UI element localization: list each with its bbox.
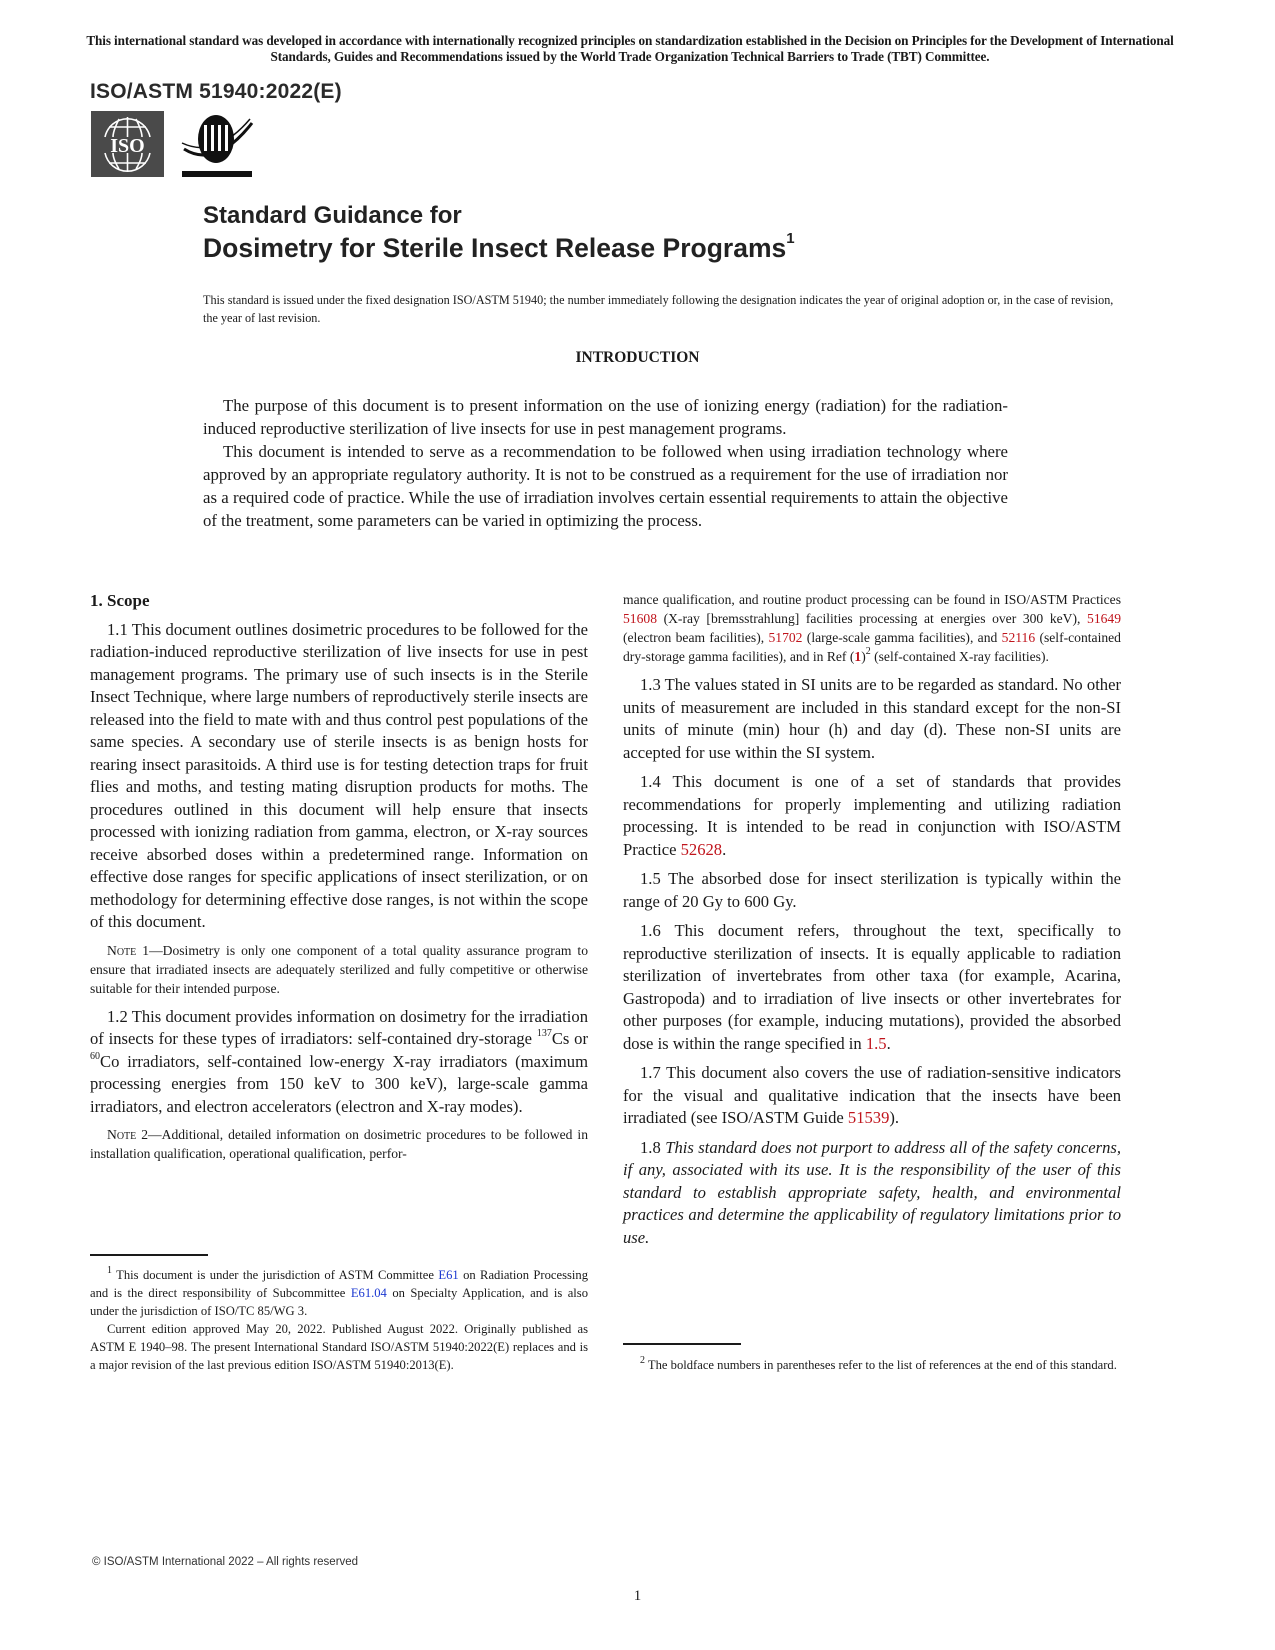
note-label: Note 1	[107, 942, 150, 958]
title-footnote-marker[interactable]: 1	[786, 230, 795, 248]
copyright-notice: © ISO/ASTM International 2022 – All rights reserved	[92, 1556, 359, 1568]
intro-paragraph: This document is intended to serve as a recommendation to be followed when using irradiation technology where approved by an appropriate regulatory authority. It is not to be construed as a requirement for the use of irradiation nor as a required code of practice. While the use of irradiation involves certain essential requirements to attain the objective of the treatment, some parameters can be varied in optimizing the process.	[203, 442, 1008, 530]
note-2	[90, 1125, 588, 1163]
intro-paragraph: The purpose of this document is to present information on the use of ionizing energy (radiation) for the radiation-induced reproductive sterilization of live insects for use in pest management programs.	[203, 396, 1008, 438]
clause-text: .	[886, 1033, 891, 1053]
iso-globe-icon	[91, 111, 164, 177]
footnote-text: This document is under the jurisdiction of ASTM Committee	[112, 1268, 439, 1282]
astm-emblem-icon	[178, 113, 258, 179]
isotope-mass-number: 60	[90, 1050, 100, 1062]
wto-notice: This international standard was developed in accordance with internationally recognized principles on standardization established in the Decision on Principles for the Development of International Standards, Guides and Recommendations issued by the World Trade Organization Technical Barriers to Trade (TBT) Committee.	[86, 33, 1174, 64]
note-text: —Dosimetry is only one component of a total quality assurance program to ensure that irradiated insects are adequately sterilized and fully competitive or otherwise suitable for their intended purpose.	[90, 942, 588, 996]
svg-text:ISO: ISO	[110, 135, 145, 157]
note-text: mance qualification, and routine product processing can be found in ISO/ASTM Practices	[623, 592, 1121, 607]
clause-1-6	[623, 920, 1121, 1055]
clause-text: 1.7 This document also covers the use of radiation-sensitive indicators for the visual and qualitative indication that the insects have been irradiated (see ISO/ASTM Guide	[623, 1063, 1121, 1127]
clause-text: .	[722, 839, 727, 859]
clause-1-3: 1.3 The values stated in SI units are to be regarded as standard. No other units of measurement are included in this standard except for the non-SI units of minute (min) hour (h) and day (d). These non-SI units are accepted for use within the SI system.	[623, 675, 1121, 762]
footnotes-left	[90, 1266, 588, 1374]
introduction-body	[203, 394, 1008, 532]
clause-1-2	[90, 1006, 588, 1119]
link-committee-e61[interactable]: E61	[438, 1268, 459, 1282]
document-title-line1: Standard Guidance for	[203, 202, 462, 229]
clause-text: Co irradiators, self-contained low-energy X-ray irradiators (maximum processing energies from 150 keV to 300 keV), large-scale gamma irradiators, and electron accelerators (electron and X-ray modes).	[90, 1051, 588, 1116]
isotope-mass-number: 137	[536, 1028, 552, 1040]
link-52116[interactable]: 52116	[1001, 630, 1036, 645]
iso-logo	[91, 111, 164, 177]
note-2-continued	[623, 590, 1121, 666]
clause-1-4	[623, 771, 1121, 861]
link-ref-1[interactable]: 1	[854, 649, 862, 664]
issue-note: This standard is issued under the fixed designation ISO/ASTM 51940; the number immediately following the designation indicates the year of original adoption or, in the case of revision, the year of last revision.	[203, 293, 1114, 325]
right-column	[623, 590, 1121, 1256]
clause-1-5: 1.5 The absorbed dose for insect sterilization is typically within the range of 20 Gy to 600 Gy.	[623, 869, 1121, 911]
footnote-1	[90, 1266, 588, 1320]
clause-1-8	[623, 1137, 1121, 1250]
link-51608[interactable]: 51608	[623, 611, 657, 626]
note-text: (self-contained X-ray facilities).	[870, 649, 1049, 664]
clause-number: 1.8	[640, 1137, 666, 1157]
note-text: (self-contained dry-storage gamma facilities), and in Ref (	[623, 630, 1121, 664]
note-text: —Additional, detailed information on dosimetric procedures to be followed in installation qualification, operational qualification, perfor-	[90, 1127, 588, 1161]
link-51649[interactable]: 51649	[1087, 611, 1121, 626]
safety-caveat-text: This standard does not purport to address all of the safety concerns, if any, associated with its use. It is the responsibility of the user of this standard to establish appropriate safety, health, and environmental practices and determine the applicability of regulatory limitations prior to use.	[623, 1137, 1122, 1247]
footnote-divider	[623, 1343, 741, 1345]
clause-1-1: 1.1 This document outlines dosimetric procedures to be followed for the radiation-induced reproductive sterilization of live insects for use in pest management programs. The primary use of such insects is in the Sterile Insect Technique, where large numbers of reproductively sterile insects are released into the field to mate with and thus control pest populations of the same species. A secondary use of sterile insects is as benign hosts for rearing insect parasitoids. A third use is for testing detection traps for fruit flies and moths, and testing mating disruption products for moths. The procedures outlined in this document will help ensure that insects processed with ionizing radiation from gamma, electron, or X-ray sources receive absorbed doses within a predetermined range. Information on effective dose ranges for specific applications of insect sterilization, or on methodology for determining effective dose ranges, is not within the scope of this document.	[90, 619, 588, 931]
note-text: )	[861, 649, 866, 664]
footnotes-right	[623, 1356, 1121, 1374]
clause-text: 1.4 This document is one of a set of standards that provides recommendations for properly implementing and utilizing radiation processing. It is intended to be read in conjunction with ISO/ASTM Practice	[623, 772, 1121, 859]
note-text: (electron beam facilities),	[623, 630, 769, 645]
link-subcommittee-e61-04[interactable]: E61.04	[350, 1286, 387, 1300]
footnote-2	[623, 1356, 1121, 1374]
note-label: Note 2	[107, 1127, 149, 1142]
introduction-heading: INTRODUCTION	[575, 349, 700, 366]
link-52628[interactable]: 52628	[680, 839, 723, 859]
document-title-line2	[203, 230, 795, 264]
note-1	[90, 941, 588, 998]
footnote-text: The boldface numbers in parentheses refer to the list of references at the end of this standard.	[645, 1358, 1117, 1372]
section-heading-scope: 1. Scope	[90, 591, 150, 610]
standard-designation: ISO/ASTM 51940:2022(E)	[90, 80, 342, 103]
astm-logo	[178, 113, 258, 179]
clause-text: ).	[889, 1108, 900, 1127]
footnote-2-marker[interactable]: 2	[865, 646, 871, 658]
link-51539[interactable]: 51539	[847, 1108, 890, 1127]
clause-1-7	[623, 1062, 1121, 1130]
link-clause-1-5[interactable]: 1.5	[865, 1033, 887, 1053]
footnote-text: on Specialty Application, and is also under the jurisdiction of ISO/TC 85/WG 3.	[90, 1286, 588, 1318]
footnote-marker: 1	[107, 1264, 112, 1276]
clause-text: 1.2 This document provides information on dosimetry for the irradiation of insects for these types of irradiators: self-contained dry-storage	[90, 1006, 588, 1048]
note-text: (large-scale gamma facilities), and	[802, 630, 1002, 645]
document-title-text: Dosimetry for Sterile Insect Release Programs	[203, 233, 787, 263]
left-column	[90, 590, 588, 1171]
clause-text: Cs or	[551, 1029, 589, 1048]
footnote-text: on Radiation Processing and is the direct responsibility of Subcommittee	[90, 1268, 588, 1300]
clause-text: 1.6 This document refers, throughout the text, specifically to reproductive sterilization of insects. It is equally applicable to radiation sterilization of invertebrates from other taxa (for example, Acarina, Gastropoda) and to irradiation of live insects or other invertebrates for other purposes (for example, inducing mutations), provided the absorbed dose is within the range specified in	[623, 921, 1121, 1053]
note-text: (X-ray [bremsstrahlung] facilities processing at energies over 300 keV),	[656, 611, 1088, 626]
page-number: 1	[633, 1588, 642, 1604]
link-51702[interactable]: 51702	[768, 630, 803, 645]
footnote-divider	[90, 1254, 208, 1256]
footnote-1-edition: Current edition approved May 20, 2022. Published August 2022. Originally published as ASTM E 1940–98. The present International Standard ISO/ASTM 51940:2022(E) replaces and is a major revision of the last previous edition ISO/ASTM 51940:2013(E).	[90, 1322, 588, 1372]
footnote-marker: 2	[640, 1354, 645, 1366]
